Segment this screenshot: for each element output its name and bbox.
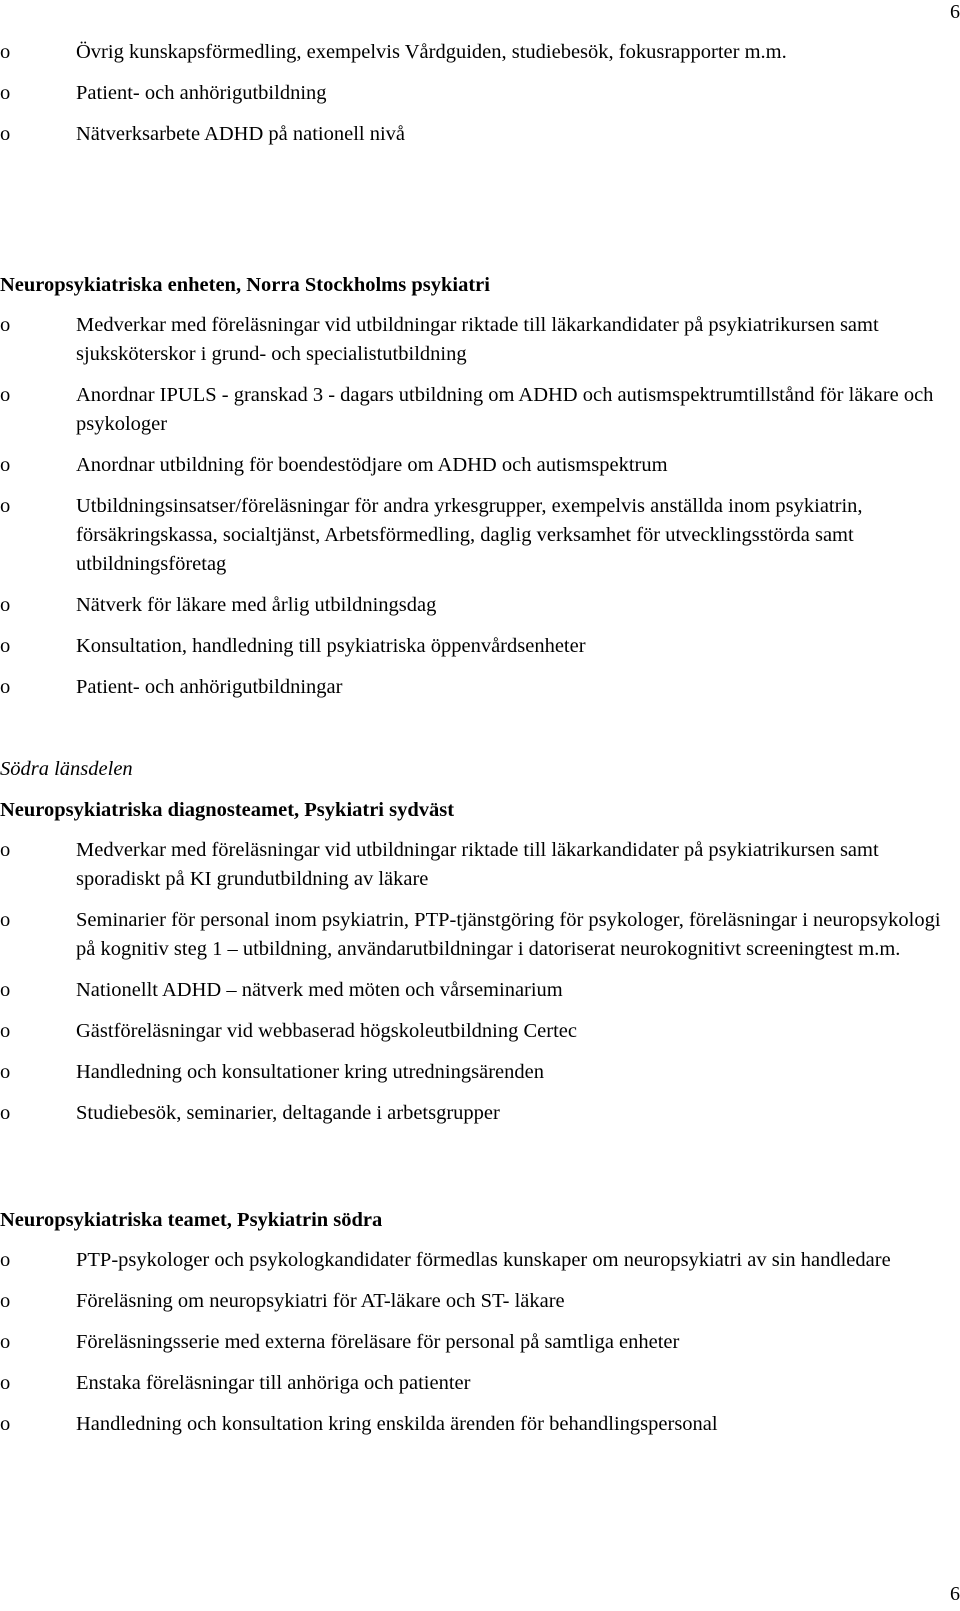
list-item-text: Nätverksarbete ADHD på nationell nivå bbox=[76, 123, 406, 145]
list-item bbox=[0, 1287, 946, 1316]
list-item-text: Konsultation, handledning till psykiatriska öppenvårdsenheter bbox=[76, 635, 586, 657]
list-item bbox=[0, 1099, 946, 1128]
list-item-text: Nätverk för läkare med årlig utbildningsdag bbox=[76, 594, 437, 616]
bullet-icon: o bbox=[0, 1249, 11, 1271]
bullet-icon: o bbox=[0, 594, 11, 616]
region-label: Södra länsdelen bbox=[0, 758, 133, 780]
list-item-text: Medverkar med föreläsningar vid utbildningar riktade till läkarkandidater på psykiatrikursen samt sjuksköterskor i grund- och specialistutbildning bbox=[76, 314, 879, 365]
bullet-icon: o bbox=[0, 1102, 11, 1124]
list-item bbox=[0, 38, 946, 67]
list-item bbox=[0, 79, 946, 108]
bullet-icon: o bbox=[0, 1061, 11, 1083]
list-item bbox=[0, 381, 946, 439]
list-item-text: PTP-psykologer och psykologkandidater förmedlas kunskaper om neuropsykiatri av sin handledare bbox=[76, 1249, 891, 1271]
list-item bbox=[0, 120, 946, 149]
bullet-icon: o bbox=[0, 41, 11, 63]
list-item bbox=[0, 976, 946, 1005]
section-heading: Neuropsykiatriska enheten, Norra Stockholms psykiatri bbox=[0, 274, 490, 296]
bullet-icon: o bbox=[0, 676, 11, 698]
section-heading: Neuropsykiatriska diagnosteamet, Psykiatri sydväst bbox=[0, 799, 455, 821]
section-list bbox=[0, 311, 935, 702]
list-item bbox=[0, 673, 946, 702]
list-item bbox=[0, 836, 946, 894]
list-item-text: Studiebesök, seminarier, deltagande i arbetsgrupper bbox=[76, 1102, 500, 1124]
list-item-text: Föreläsningsserie med externa föreläsare för personal på samtliga enheter bbox=[76, 1331, 680, 1353]
list-item bbox=[0, 591, 946, 620]
list-item-text: Handledning och konsultation kring enskilda ärenden för behandlingspersonal bbox=[76, 1413, 718, 1435]
section-sodra bbox=[0, 1206, 935, 1451]
list-item bbox=[0, 1410, 946, 1439]
list-item bbox=[0, 1058, 946, 1087]
bullet-icon: o bbox=[0, 1290, 11, 1312]
list-item bbox=[0, 1246, 946, 1275]
intro-list-block bbox=[0, 38, 935, 161]
bullet-icon: o bbox=[0, 839, 11, 861]
list-item-text: Seminarier för personal inom psykiatrin, PTP-tjänstgöring för psykologer, föreläsningar i neuropsykologi på kognitiv steg 1 – utbildning, användarutbildningar i datoriserat neurokognitivt screeningtest m.m. bbox=[76, 909, 941, 960]
bullet-icon: o bbox=[0, 979, 11, 1001]
list-item-text: Föreläsning om neuropsykiatri för AT-läkare och ST- läkare bbox=[76, 1290, 565, 1312]
list-item-text: Enstaka föreläsningar till anhöriga och patienter bbox=[76, 1372, 471, 1394]
bullet-icon: o bbox=[0, 1372, 11, 1394]
bullet-icon: o bbox=[0, 314, 11, 336]
section-norra bbox=[0, 271, 935, 714]
list-item-text: Patient- och anhörigutbildning bbox=[76, 82, 327, 104]
bullet-icon: o bbox=[0, 635, 11, 657]
bullet-icon: o bbox=[0, 495, 11, 517]
bullet-icon: o bbox=[0, 384, 11, 406]
bullet-icon: o bbox=[0, 454, 11, 476]
list-item bbox=[0, 311, 946, 369]
section-sydvast bbox=[0, 755, 941, 1140]
list-item-text: Nationellt ADHD – nätverk med möten och vårseminarium bbox=[76, 979, 563, 1001]
bullet-icon: o bbox=[0, 1413, 11, 1435]
list-item-text: Handledning och konsultationer kring utredningsärenden bbox=[76, 1061, 544, 1083]
bullet-icon: o bbox=[0, 123, 11, 145]
page-number-bottom: 6 bbox=[950, 1583, 960, 1605]
page-number-top: 6 bbox=[950, 1, 960, 23]
bullet-icon: o bbox=[0, 1020, 11, 1042]
list-item-text: Patient- och anhörigutbildningar bbox=[76, 676, 343, 698]
list-item bbox=[0, 632, 946, 661]
list-item bbox=[0, 906, 946, 964]
list-item-text: Utbildningsinsatser/föreläsningar för andra yrkesgrupper, exempelvis anställda inom psykiatrin, försäkringskassa, socialtjänst, Arbetsförmedling, daglig verksamhet för utvecklingsstörda samt utbildningsföretag bbox=[76, 495, 863, 575]
list-item bbox=[0, 1369, 946, 1398]
list-item-text: Gästföreläsningar vid webbaserad högskoleutbildning Certec bbox=[76, 1020, 577, 1042]
bullet-icon: o bbox=[0, 1331, 11, 1353]
list-item-text: Anordnar utbildning för boendestödjare om ADHD och autismspektrum bbox=[76, 454, 668, 476]
intro-list bbox=[0, 38, 935, 149]
bullet-icon: o bbox=[0, 82, 11, 104]
list-item bbox=[0, 1328, 946, 1357]
list-item bbox=[0, 1017, 946, 1046]
section-list bbox=[0, 836, 941, 1128]
section-list bbox=[0, 1246, 935, 1439]
list-item-text: Övrig kunskapsförmedling, exempelvis Vårdguiden, studiebesök, fokusrapporter m.m. bbox=[76, 41, 787, 63]
section-heading: Neuropsykiatriska teamet, Psykiatrin södra bbox=[0, 1209, 383, 1231]
bullet-icon: o bbox=[0, 909, 11, 931]
list-item-text: Medverkar med föreläsningar vid utbildningar riktade till läkarkandidater på psykiatrikursen samt sporadiskt på KI grundutbildning av läkare bbox=[76, 839, 879, 890]
list-item-text: Anordnar IPULS - granskad 3 - dagars utbildning om ADHD och autismspektrumtillstånd för läkare och psykologer bbox=[76, 384, 934, 435]
list-item bbox=[0, 451, 946, 480]
list-item bbox=[0, 492, 946, 579]
